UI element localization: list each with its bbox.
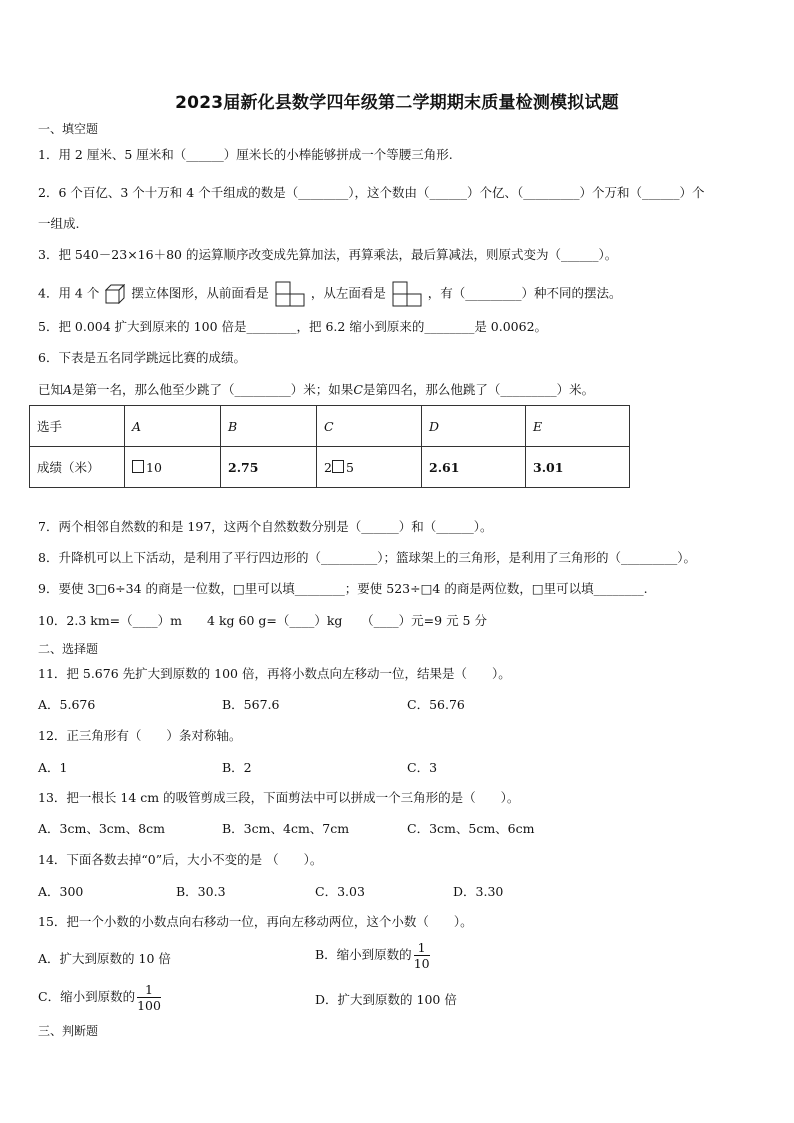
table-score-a-value: 10 (146, 459, 162, 475)
option-d: D．3.30 (453, 884, 504, 899)
fraction-denominator: 100 (137, 998, 161, 1013)
cube-icon (105, 284, 125, 304)
question-1: 1．用 2 厘米、5 厘米和（______）厘米长的小棒能够拼成一个等腰三角形. (38, 147, 453, 162)
question-4-part-2: 摆立体图形，从前面看是 (131, 285, 269, 301)
front-view-icon (275, 281, 305, 307)
table-score-a (125, 447, 221, 488)
variable-c: C (353, 382, 363, 397)
question-2-line-2: 一组成. (38, 216, 80, 231)
fraction-denominator: 10 (413, 956, 430, 971)
table-header-label: 选手 (30, 406, 125, 447)
table-score-b: 2.75 (221, 447, 317, 488)
option-c: C．3cm、5cm、6cm (407, 821, 535, 836)
option-b-text: B．缩小到原数的 (315, 947, 412, 962)
fraction-numerator: 1 (417, 940, 426, 955)
fraction-numerator: 1 (145, 982, 153, 997)
question-4 (38, 281, 622, 307)
question-11: 11．把 5.676 先扩大到原数的 100 倍，再将小数点向左移动一位，结果是（ ）。 (38, 666, 511, 681)
fraction-one-hundredth (137, 982, 161, 1013)
option-a: A．1 (38, 760, 68, 775)
option-a: A．5.676 (38, 697, 96, 712)
page-title: 2023届新化县数学四年级第二学期期末质量检测模拟试题 (175, 93, 619, 113)
option-c (38, 982, 161, 1013)
left-view-icon (392, 281, 422, 307)
option-b: B．30.3 (176, 884, 226, 899)
question-6: 6．下表是五名同学跳远比赛的成绩。 (38, 350, 246, 365)
option-c: C．3 (407, 760, 438, 775)
question-15-options-row-2 (38, 982, 758, 1020)
question-7: 7．两个相邻自然数的和是 197，这两个自然数数分别是（______）和（______）。 (38, 519, 493, 534)
table-row (30, 447, 630, 488)
section-heading-choice: 二、选择题 (38, 642, 99, 656)
option-b: B．567.6 (222, 697, 280, 712)
question-15-options-row-1 (38, 940, 758, 978)
question-13: 13．把一根长 14 cm 的吸管剪成三段，下面剪法中可以拼成一个三角形的是（ ）。 (38, 790, 520, 805)
option-c: C．3.03 (315, 884, 365, 899)
blank-box (132, 460, 144, 473)
table-score-c (317, 447, 422, 488)
option-c: C．56.76 (407, 697, 465, 712)
table-name-b: B (221, 406, 317, 447)
question-6-prompt-part-1: 已知 (38, 382, 64, 397)
table-name-a: A (125, 406, 221, 447)
question-4-part-4: ，有（_________）种不同的摆法。 (427, 285, 622, 301)
question-6-prompt-part-3: 是第四名，那么他跳了（_________）米。 (362, 382, 595, 397)
question-4-part-1: 4．用 4 个 (38, 285, 100, 301)
table-score-d: 2.61 (422, 447, 526, 488)
section-heading-fill-in: 一、填空题 (38, 122, 99, 136)
table-name-c: C (317, 406, 422, 447)
fraction-one-tenth (414, 940, 430, 971)
question-4-part-3: ，从左面看是 (310, 285, 386, 301)
variable-a: A (63, 382, 73, 397)
option-d: D．扩大到原数的 100 倍 (315, 992, 457, 1007)
question-3: 3．把 540－23×16＋80 的运算顺序改变成先算加法，再算乘法，最后算减法，则原式变为（______）。 (38, 247, 618, 262)
option-a: A．3cm、3cm、8cm (38, 821, 165, 836)
option-b: B．3cm、4cm、7cm (222, 821, 350, 836)
question-14: 14．下面各数去掉“0”后，大小不变的是 （ ）。 (38, 852, 323, 867)
question-6-prompt-part-2: 是第一名，那么他至少跳了（_________）米；如果 (72, 382, 354, 397)
option-a: A．300 (38, 884, 84, 899)
section-heading-true-false: 三、判断题 (38, 1024, 99, 1038)
blank-box (332, 460, 344, 473)
question-2-line-1: 2．6 个百亿、3 个十万和 4 个千组成的数是（________），这个数由（______）个亿、（_________）个万和（______）个 (38, 185, 705, 200)
table-name-d: D (422, 406, 526, 447)
option-a: A．扩大到原数的 10 倍 (38, 951, 171, 966)
table-score-e: 3.01 (526, 447, 630, 488)
table-score-c-left: 2 (324, 459, 332, 475)
question-10: 10．2.3 km=（____）m 4 kg 60 g=（____）kg （____）元=9 元 5 分 (38, 613, 487, 628)
question-6-prompt (38, 381, 594, 399)
question-15: 15．把一个小数的小数点向右移动一位，再向左移动两位，这个小数（ ）。 (38, 914, 473, 929)
option-b: B．2 (222, 760, 252, 775)
question-9: 9．要使 3□6÷34 的商是一位数，□里可以填________；要使 523÷□4 的商是两位数，□里可以填________. (38, 581, 648, 596)
option-c-text: C．缩小到原数的 (38, 989, 136, 1004)
table-score-c-right: 5 (345, 459, 354, 475)
option-b (315, 940, 430, 971)
score-table (29, 405, 630, 488)
table-row (30, 406, 630, 447)
question-8: 8．升降机可以上下活动，是利用了平行四边形的（_________）；篮球架上的三角形，是利用了三角形的（_________）。 (38, 550, 696, 565)
question-5: 5．把 0.004 扩大到原来的 100 倍是________，把 6.2 缩小到原来的________是 0.0062。 (38, 319, 548, 334)
table-name-e: E (526, 406, 630, 447)
question-12: 12．正三角形有（ ）条对称轴。 (38, 728, 242, 743)
table-row-label: 成绩（米） (30, 447, 125, 488)
